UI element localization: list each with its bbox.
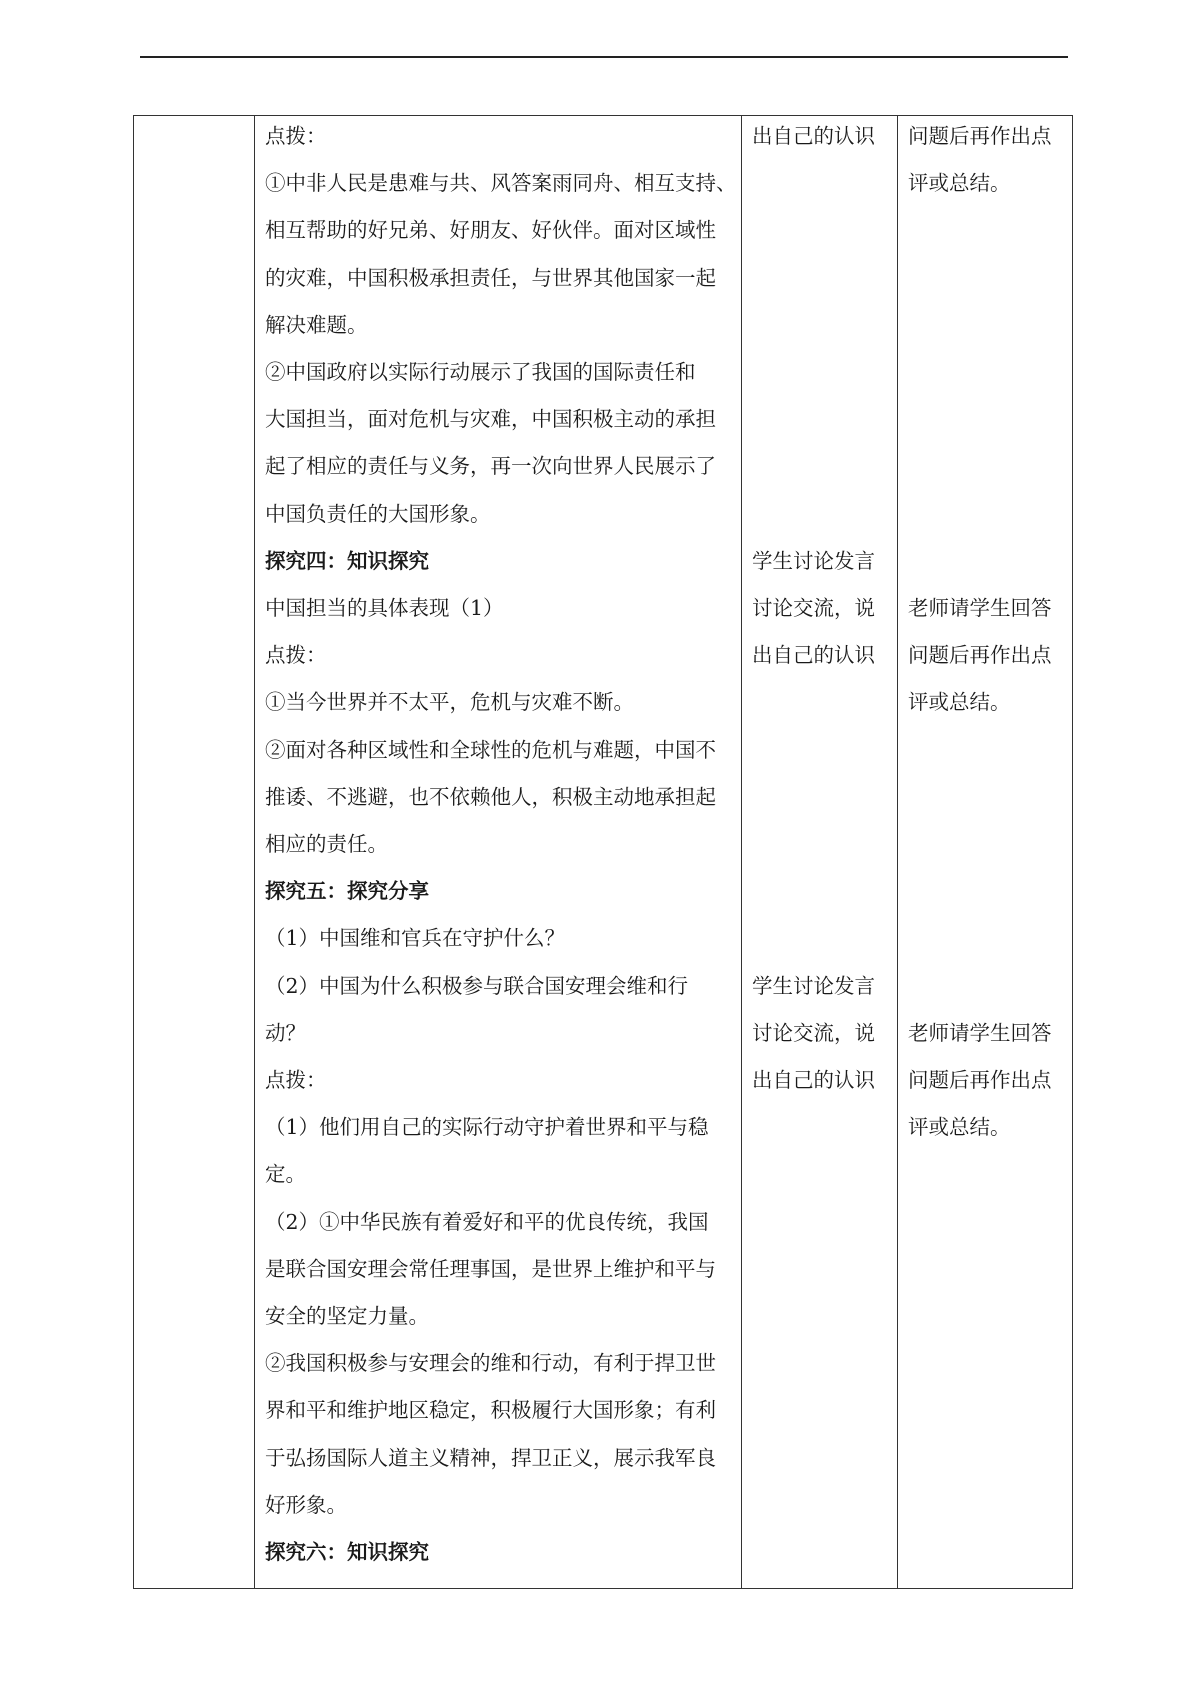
content-line: 解决难题。	[265, 312, 368, 337]
student-activity-line: 出自己的认识	[752, 1068, 875, 1092]
teacher-activity-line: 评或总结。	[908, 1115, 1011, 1140]
content-line: 起了相应的责任与义务，再一次向世界人民展示了	[265, 454, 716, 479]
teacher-activity-line: 问题后再作出点	[908, 1068, 1052, 1092]
content-line: 点拨：	[265, 643, 327, 668]
header-rule	[140, 56, 1068, 58]
column-divider	[897, 116, 898, 1588]
teacher-activity-line: 老师请学生回答	[908, 1020, 1052, 1045]
teacher-activity-line: 问题后再作出点	[908, 643, 1052, 668]
content-line: 于弘扬国际人道主义精神，捍卫正义，展示我军良	[265, 1445, 716, 1470]
content-line: 好形象。	[265, 1492, 347, 1517]
section-heading: 探究四：知识探究	[265, 548, 429, 573]
content-line: 点拨：	[265, 1068, 327, 1092]
content-line: 界和平和维护地区稳定，积极履行大国形象；有利	[265, 1398, 716, 1423]
content-line: 安全的坚定力量。	[265, 1304, 429, 1328]
section-heading: 探究六：知识探究	[265, 1540, 429, 1564]
content-line: 是联合国安理会常任理事国，是世界上维护和平与	[265, 1256, 716, 1281]
content-line: 的灾难，中国积极承担责任，与世界其他国家一起	[265, 265, 716, 290]
content-line: ①中非人民是患难与共、风答案雨同舟、相互支持、	[265, 171, 737, 196]
student-activity-line: 讨论交流，说	[752, 1020, 875, 1045]
student-activity-line: 学生讨论发言	[752, 548, 875, 573]
content-line: （1）他们用自己的实际行动守护着世界和平与稳	[265, 1115, 709, 1140]
student-activity-line: 出自己的认识	[752, 643, 875, 668]
content-line: 点拨：	[265, 124, 327, 148]
content-line: 推诿、不逃避，也不依赖他人，积极主动地承担起	[265, 784, 716, 809]
student-activity-line: 出自己的认识	[752, 124, 875, 148]
content-line: ①当今世界并不太平，危机与灾难不断。	[265, 690, 634, 715]
content-line: （2）中国为什么积极参与联合国安理会维和行	[265, 973, 689, 998]
column-divider	[741, 116, 742, 1588]
content-line: 相应的责任。	[265, 832, 388, 856]
student-activity-line: 学生讨论发言	[752, 973, 875, 998]
content-line: 动？	[265, 1020, 306, 1045]
teacher-activity-line: 评或总结。	[908, 690, 1011, 715]
content-line: 中国担当的具体表现（1）	[265, 596, 504, 620]
section-heading: 探究五：探究分享	[265, 879, 429, 904]
content-line: 定。	[265, 1162, 306, 1187]
content-line: ②中国政府以实际行动展示了我国的国际责任和	[265, 360, 696, 384]
teacher-activity-line: 老师请学生回答	[908, 596, 1052, 620]
content-line: 大国担当，面对危机与灾难，中国积极主动的承担	[265, 407, 716, 432]
column-divider	[254, 116, 255, 1588]
content-line: 相互帮助的好兄弟、好朋友、好伙伴。面对区域性	[265, 218, 716, 243]
lesson-table	[133, 115, 1073, 1589]
student-activity-line: 讨论交流，说	[752, 596, 875, 620]
content-line: ②我国积极参与安理会的维和行动，有利于捍卫世	[265, 1351, 716, 1376]
content-line: （2）①中华民族有着爱好和平的优良传统，我国	[265, 1209, 709, 1234]
content-line: 中国负责任的大国形象。	[265, 501, 491, 526]
teacher-activity-line: 问题后再作出点	[908, 124, 1052, 148]
content-line: ②面对各种区域性和全球性的危机与难题，中国不	[265, 737, 716, 762]
content-line: （1）中国维和官兵在守护什么？	[265, 926, 566, 951]
teacher-activity-line: 评或总结。	[908, 171, 1011, 196]
